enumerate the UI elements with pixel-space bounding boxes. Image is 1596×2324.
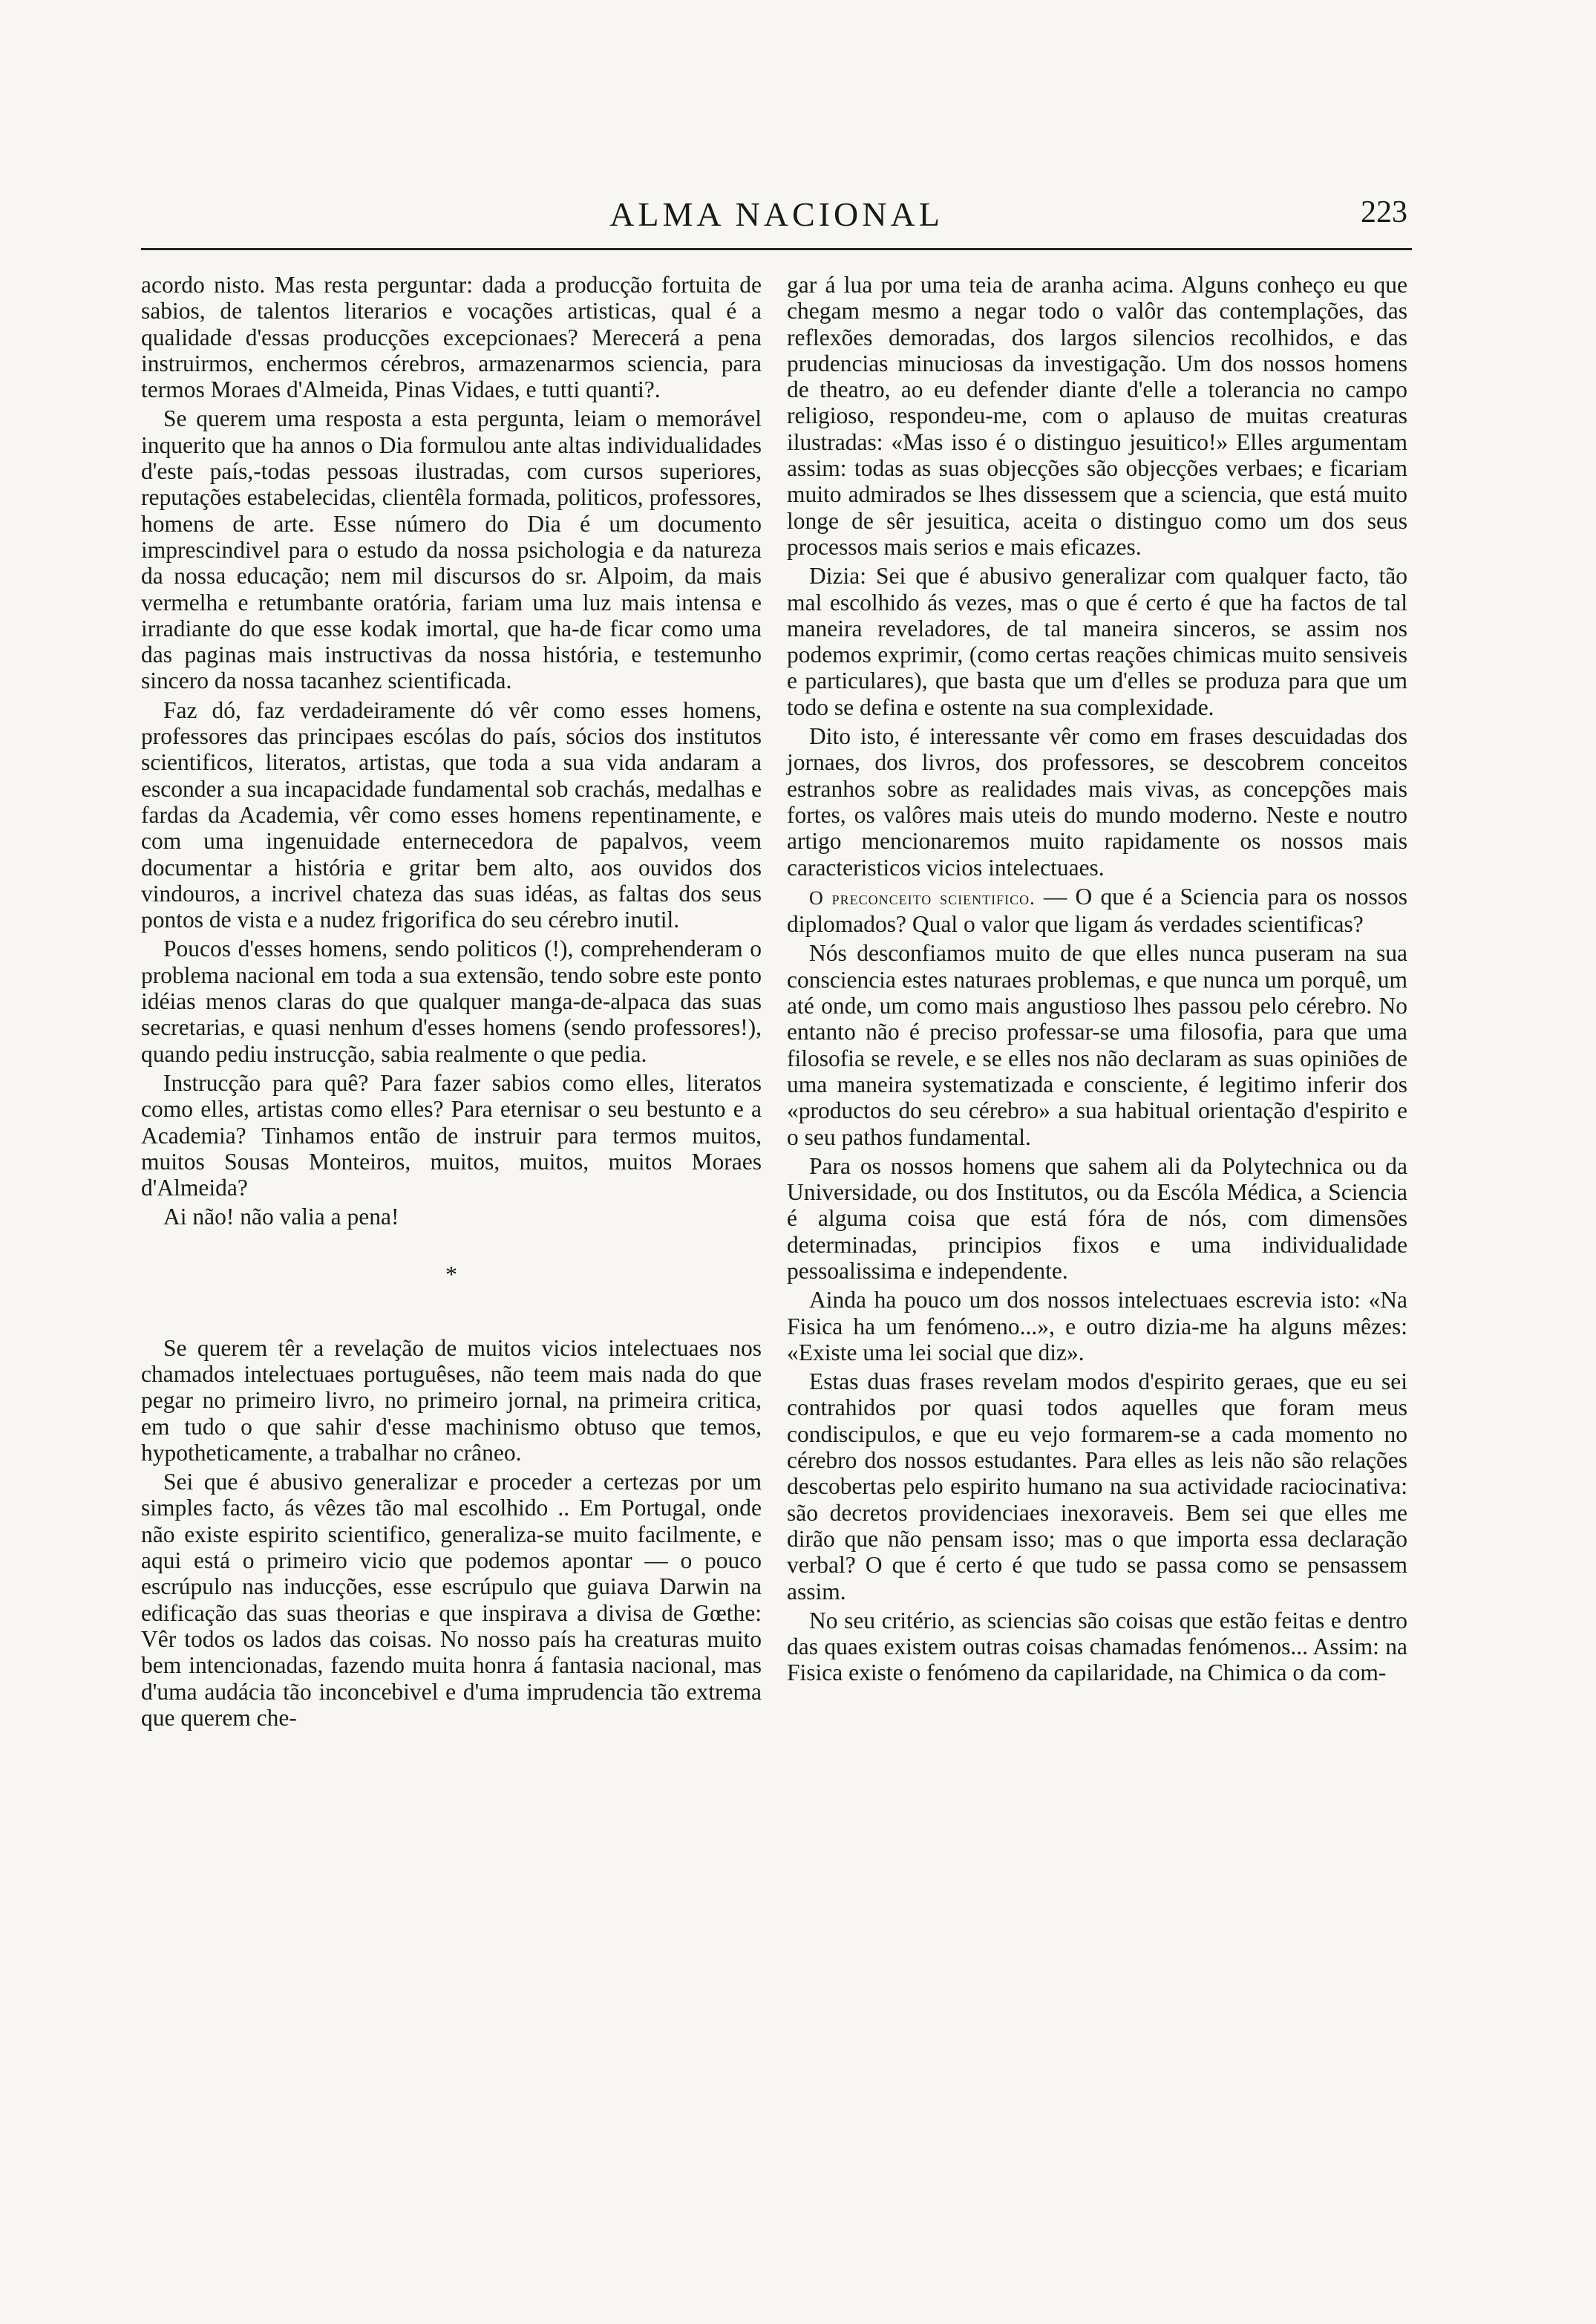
paragraph: Instrucção para quê? Para fazer sabios como elles, literatos como elles, artistas como elles? Para eternisar o seu bestunto e a Academia? Tinhamos então de instruir para termos muitos, muitos Sousas Monteiros, muitos, muitos, muitos Moraes d'Almeida? (141, 1069, 762, 1201)
paragraph: Nós desconfiamos muito de que elles nunca puseram na sua consciencia estes naturaes problemas, e que nunca um porquê, um até onde, um como mais angustioso lhes passou pelo cérebro. No entanto não é preciso professar-se uma filosofia, para que uma filosofia se revele, e se elles nos não declaram as suas opiniões de uma maneira systematizada e consciente, é legitimo inferir dos «productos do seu cérebro» a sua habitual orientação d'espirito e o seu pathos fundamental. (787, 940, 1407, 1150)
paragraph: acordo nisto. Mas resta perguntar: dada a producção fortuita de sabios, de talentos literarios e vocações artisticas, qual é a qualidade d'essas producções excepcionaes? Merecerá a pena instruirmos, enchermos cérebros, armazenarmos sciencia, para termos Moraes d'Almeida, Pinas Vidaes, e tutti quanti?. (141, 272, 762, 403)
left-column (141, 272, 762, 1731)
page-number: 223 (1361, 195, 1407, 229)
paragraph: Faz dó, faz verdadeiramente dó vêr como esses homens, professores das principaes escólas do país, sócios dos institutos scientificos, literatos, artistas, que toda a sua vida andaram a esconder a sua incapacidade fundamental sob crachás, medalhas e fardas da Academia, vêr como esses homens repentinamente, e com uma ingenuidade enternecedora de papalvos, veem documentar a história e gritar bem alto, aos ouvidos dos vindouros, a incrivel chateza das suas idéas, as faltas dos seus pontos de vista e a nudez frigorifica do seu cérebro inutil. (141, 696, 762, 933)
paragraph: Se querem uma resposta a esta pergunta, leiam o memorável inquerito que ha annos o Dia formulou ante altas individualidades d'este país,-todas pessoas ilustradas, com cursos superiores, reputações estabelecidas, clientêla formada, politicos, professores, homens de arte. Esse número do Dia é um documento imprescindivel para o estudo da nossa psichologia e da natureza da nossa educação; nem mil discursos do sr. Alpoim, da mais vermelha e retumbante oratória, fariam uma luz mais intensa e irradiante do que esse kodak imortal, que ha-de ficar como uma das paginas mais instructivas da nossa história, e testemunho sincero da nossa tacanhez scientificada. (141, 405, 762, 694)
header-rule (141, 248, 1412, 250)
paragraph: Estas duas frases revelam modos d'espirito geraes, que eu sei contrahidos por quasi todos aquelles que foram meus condiscipulos, e que eu vejo formarem-se a cada momento no cérebro dos nossos estudantes. Para elles as leis não são relações descobertas pelo espirito humano na sua actividade raciocinativa: são decretos providenciaes inexoraveis. Bem sei que elles me dirão que não pensam isso; mas o que importa essa declaração verbal? O que é certo é que tudo se passa como se pensassem assim. (787, 1368, 1407, 1605)
running-title: ALMA NACIONAL (609, 195, 943, 233)
paragraph: Sei que é abusivo generalizar e proceder a certezas por um simples facto, ás vêzes tão mal escolhido .. Em Portugal, onde não existe espirito scientifico, generaliza-se muito facilmente, e aqui está o primeiro vicio que podemos apontar — o pouco escrúpulo nas inducções, esse escrúpulo que guiava Darwin na edificação das suas theorias e que inspirava a divisa de Gœthe: Vêr todos os lados das coisas. No nosso país ha creaturas muito bem intencionadas, fazendo muita honra á fantasia nacional, mas d'uma audácia tão inconcebivel e d'uma imprudencia tão extrema que querem che- (141, 1469, 762, 1731)
paragraph: gar á lua por uma teia de aranha acima. Alguns conheço eu que chegam mesmo a negar todo o valôr das contemplações, das reflexões demoradas, dos largos silencios recolhidos, e das prudencias minuciosas da investigação. Um dos nossos homens de theatro, ao eu defender diante d'elle a tolerancia no campo religioso, respondeu-me, com o aplauso de muitas creaturas ilustradas: «Mas isso é o distinguo jesuitico!» Elles argumentam assim: todas as suas objecções são objecções verbaes; e ficariam muito admirados se lhes dissessem que a sciencia, que está muito longe de sêr jesuitica, aceita o distinguo como um dos seus processos mais serios e mais eficazes. (787, 272, 1407, 560)
paragraph: No seu critério, as sciencias são coisas que estão feitas e dentro das quaes existem outras coisas chamadas fenómenos... Assim: na Fisica existe o fenómeno da capilaridade, na Chimica o da com- (787, 1607, 1407, 1686)
paragraph: Para os nossos homens que sahem ali da Polytechnica ou da Universidade, ou dos Institutos, ou da Escóla Médica, a Sciencia é alguma coisa que está fóra de nós, com dimensões determinadas, principios fixos e uma individualidade pessoalissima e independente. (787, 1152, 1407, 1284)
paragraph: Dizia: Sei que é abusivo generalizar com qualquer facto, tão mal escolhido ás vezes, mas o que é certo é que ha factos de tal maneira reveladores, de tal maneira sinceros, se assim nos podemos exprimir, (como certas reações chimicas muito sensiveis e particulares), que basta que um d'elles se produza para que um todo se defina e ostente na sua complexidade. (787, 563, 1407, 720)
right-column (787, 272, 1407, 1686)
paragraph (787, 884, 1407, 938)
paragraph: Dito isto, é interessante vêr como em frases descuidadas dos jornaes, dos livros, dos professores, se descobrem conceitos estranhos sobre as realidades mais vivas, as concepções mais fortes, os valôres mais uteis do mundo moderno. Neste e noutro artigo mencionaremos muito rapidamente os nossos mais caracteristicos vicios intelectuaes. (787, 723, 1407, 881)
paragraph-text: — O que é a Sciencia para os nossos diplomados? Qual o valor que ligam ás verdades scientificas? (787, 883, 1407, 938)
section-heading: O preconceito scientifico. (809, 887, 1036, 909)
section-separator: * (445, 1260, 457, 1287)
paragraph: Ai não! não valia a pena! (163, 1204, 399, 1230)
page-header (141, 195, 1412, 247)
paragraph: Ainda ha pouco um dos nossos intelectuaes escrevia isto: «Na Fisica ha um fenómeno...», e outro dizia-me ha alguns mêzes: «Existe uma lei social que diz». (787, 1287, 1407, 1365)
paragraph: Poucos d'esses homens, sendo politicos (!), comprehenderam o problema nacional em toda a sua extensão, tendo sobre este ponto idéias menos claras do que qualquer manga-de-alpaca das suas secretarias, e quasi nenhum d'esses homens (sendo professores!), quando pediu instrucção, sabia realmente o que pedia. (141, 936, 762, 1067)
paragraph: Se querem têr a revelação de muitos vicios intelectuaes nos chamados intelectuaes portuguêses, não teem mais nada do que pegar no primeiro livro, no primeiro jornal, na primeira critica, em tudo o que sahir d'esse machinismo obtuso que temos, hypotheticamente, a trabalhar no crâneo. (141, 1334, 762, 1466)
